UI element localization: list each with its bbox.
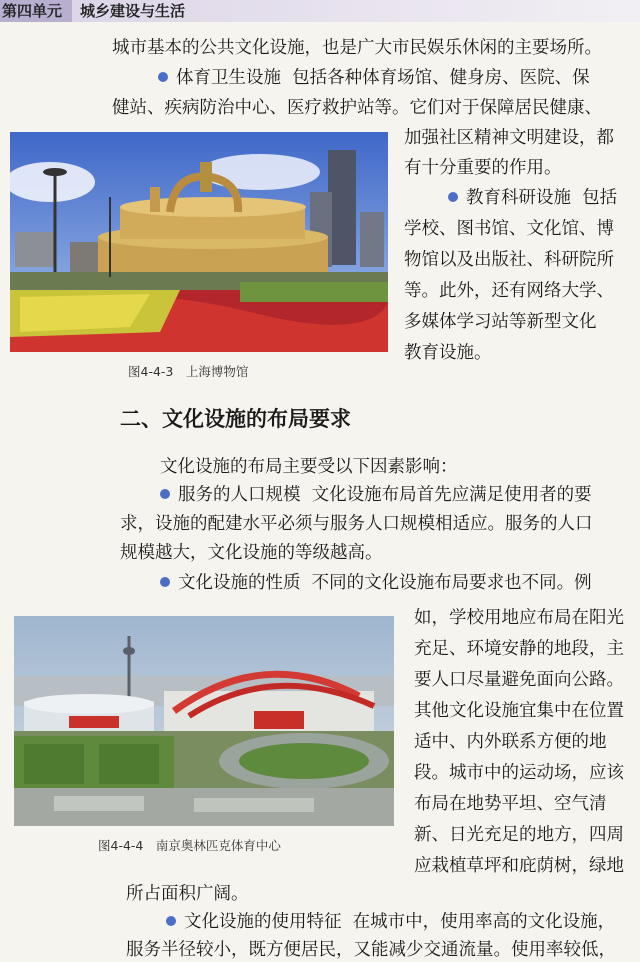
- page-header: [0, 0, 640, 22]
- paragraph-text: 不同的文化设施布局要求也不同。例: [311, 573, 592, 593]
- paragraph-line: 所占面积广阔。: [126, 884, 249, 904]
- bullet-keyword: 服务的人口规模: [178, 485, 301, 505]
- paragraph-line: 如，学校用地应布局在阳光: [414, 608, 624, 628]
- paragraph-line: 适中、内外联系方便的地: [414, 732, 607, 752]
- paragraph-text: 包括: [582, 188, 618, 208]
- paragraph-line: 健站、疾病防治中心、医疗救护站等。它们对于保障居民健康、: [112, 98, 602, 118]
- paragraph-line: 应栽植草坪和庇荫树，绿地: [414, 856, 624, 876]
- figure-caption: 图4-4-4 南京奥林匹克体育中心: [98, 838, 281, 853]
- paragraph-line: 段。城市中的运动场，应该: [414, 763, 624, 783]
- paragraph-text: 文化设施布局首先应满足使用者的要: [311, 485, 592, 505]
- figure-caption: 图4-4-3 上海博物馆: [128, 364, 249, 379]
- paragraph-line: 服务半径较小，既方便居民，又能减少交通流量。使用率较低，: [126, 940, 616, 960]
- shanghai-museum-photo: [10, 132, 388, 352]
- paragraph-line: 要人口尽量避免面向公路。: [414, 670, 624, 690]
- paragraph-line: 城市基本的公共文化设施，也是广大市民娱乐休闲的主要场所。: [112, 38, 602, 58]
- bullet-keyword: 文化设施的使用特征: [184, 912, 342, 932]
- paragraph-line: 物馆以及出版社、科研院所: [404, 250, 614, 270]
- paragraph-line: 有十分重要的作用。: [404, 158, 562, 178]
- paragraph-text: 包括各种体育场馆、健身房、医院、保: [292, 68, 590, 88]
- unit-label: 第四单元: [0, 0, 72, 22]
- paragraph-line: 其他文化设施宜集中在位置: [414, 701, 624, 721]
- paragraph-line: 布局在地势平坦、空气清: [414, 794, 607, 814]
- bullet-paragraph: [158, 66, 590, 90]
- bullet-keyword: 文化设施的性质: [178, 573, 301, 593]
- bullet-icon: [158, 72, 168, 82]
- paragraph-text: 在城市中，使用率高的文化设施，: [352, 912, 616, 932]
- paragraph-line: 学校、图书馆、文化馆、博: [404, 219, 614, 239]
- bullet-paragraph: [166, 910, 615, 934]
- paragraph-line: 充足、环境安静的地段，主: [414, 639, 624, 659]
- bullet-icon: [160, 489, 170, 499]
- bullet-icon: [448, 192, 458, 202]
- paragraph-line: 规模越大，文化设施的等级越高。: [120, 543, 383, 563]
- bullet-icon: [160, 577, 170, 587]
- nanjing-olympic-center-photo: [14, 616, 394, 826]
- bullet-keyword: 体育卫生设施: [176, 68, 281, 88]
- paragraph-line: 新、日光充足的地方，四周: [414, 825, 624, 845]
- paragraph-line: 教育设施。: [404, 343, 492, 363]
- bullet-keyword: 教育科研设施: [466, 188, 571, 208]
- bullet-paragraph: [448, 186, 617, 210]
- paragraph-line: 等。此外，还有网络大学、: [404, 281, 614, 301]
- paragraph-line: 文化设施的布局主要受以下因素影响：: [160, 457, 458, 477]
- bullet-paragraph: [160, 571, 592, 595]
- section-title: 二、文化设施的布局要求: [120, 407, 351, 431]
- bullet-icon: [166, 916, 176, 926]
- unit-title: 城乡建设与生活: [80, 2, 186, 20]
- paragraph-line: 求，设施的配建水平必须与服务人口规模相适应。服务的人口: [120, 514, 593, 534]
- bullet-paragraph: [160, 483, 592, 507]
- paragraph-line: 加强社区精神文明建设，都: [404, 128, 614, 148]
- paragraph-line: 多媒体学习站等新型文化: [404, 312, 597, 332]
